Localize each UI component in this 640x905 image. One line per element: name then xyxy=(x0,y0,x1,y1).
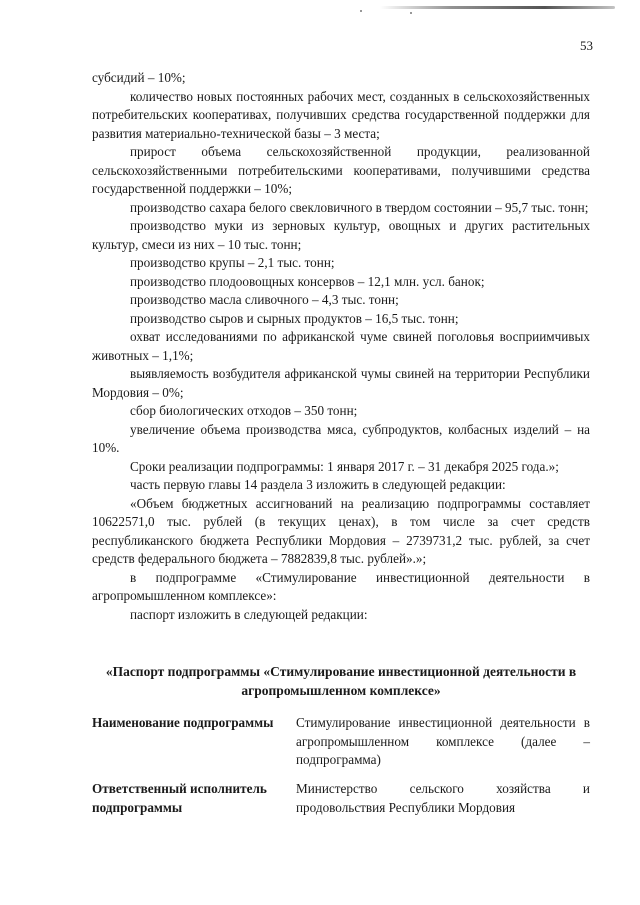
table-row xyxy=(92,780,590,817)
row-value: Министерство сельского хозяйства и продовольствия Республики Мордовия xyxy=(296,781,590,815)
table-row xyxy=(92,714,590,770)
paragraph: производство масла сливочного – 4,3 тыс. тонн; xyxy=(130,292,399,307)
paragraph: субсидий – 10%; xyxy=(92,70,186,85)
paragraph: выявляемость возбудителя африканской чумы свиней на территории Республики Мордовия – 0%; xyxy=(92,366,590,400)
paragraph: увеличение объема производства мяса, субпродуктов, колбасных изделий – на 10%. xyxy=(92,421,590,455)
row-label: Наименование подпрограммы xyxy=(92,715,274,730)
paragraph: «Объем бюджетных ассигнований на реализацию подпрограммы составляет 10622571,0 тыс. рублей (в текущих ценах), в том числе за счет средств республиканского бюджета Республики Мордовия – 2739731,2 тыс. рублей, за счет средств федерального бюджета – 7882839,8 тыс. рублей».»; xyxy=(92,495,590,566)
paragraph: производство плодоовощных консервов – 12,1 млн. усл. банок; xyxy=(130,273,485,289)
scan-speck xyxy=(360,10,362,12)
paragraph: Сроки реализации подпрограммы: 1 января 2017 г. – 31 декабря 2025 года.»; xyxy=(130,458,559,474)
paragraph: производство сыров и сырных продуктов – 16,5 тыс. тонн; xyxy=(130,310,459,326)
paragraph: охват исследованиями по африканской чуме свиней поголовья восприимчивых животных – 1,1%; xyxy=(92,329,590,363)
paragraph: сбор биологических отходов – 350 тонн; xyxy=(130,403,358,418)
row-value: Стимулирование инвестиционной деятельности в агропромышленном комплексе (далее – подпрограмма) xyxy=(296,715,590,767)
page-number: 53 xyxy=(580,38,593,53)
paragraph: в подпрограмме «Стимулирование инвестиционной деятельности в агропромышленном комплексе»: xyxy=(92,569,590,603)
passport-title: «Паспорт подпрограммы «Стимулирование инвестиционной деятельности в агропромышленном комплексе» xyxy=(105,664,577,698)
scan-artifact xyxy=(380,6,615,9)
row-label: Ответственный исполнитель подпрограммы xyxy=(92,781,267,815)
paragraph: производство крупы – 2,1 тыс. тонн; xyxy=(130,255,335,270)
paragraph: производство сахара белого свекловичного в твердом состоянии – 95,7 тыс. тонн; xyxy=(130,199,589,215)
paragraph: паспорт изложить в следующей редакции: xyxy=(130,606,368,622)
paragraph: производство муки из зерновых культур, овощных и других растительных культур, смеси из них – 10 тыс. тонн; xyxy=(92,218,590,252)
scan-speck xyxy=(410,12,412,14)
paragraph: количество новых постоянных рабочих мест, созданных в сельскохозяйственных потребительских кооперативах, получивших средства государственной поддержки для развития материально-технической базы – 3 места; xyxy=(92,88,590,141)
paragraph: прирост объема сельскохозяйственной продукции, реализованной сельскохозяйственными потребительскими кооперативами, получившими средства государственной поддержки – 10%; xyxy=(92,144,590,196)
paragraph: часть первую главы 14 раздела 3 изложить в следующей редакции: xyxy=(130,477,506,492)
document-body xyxy=(92,69,590,624)
